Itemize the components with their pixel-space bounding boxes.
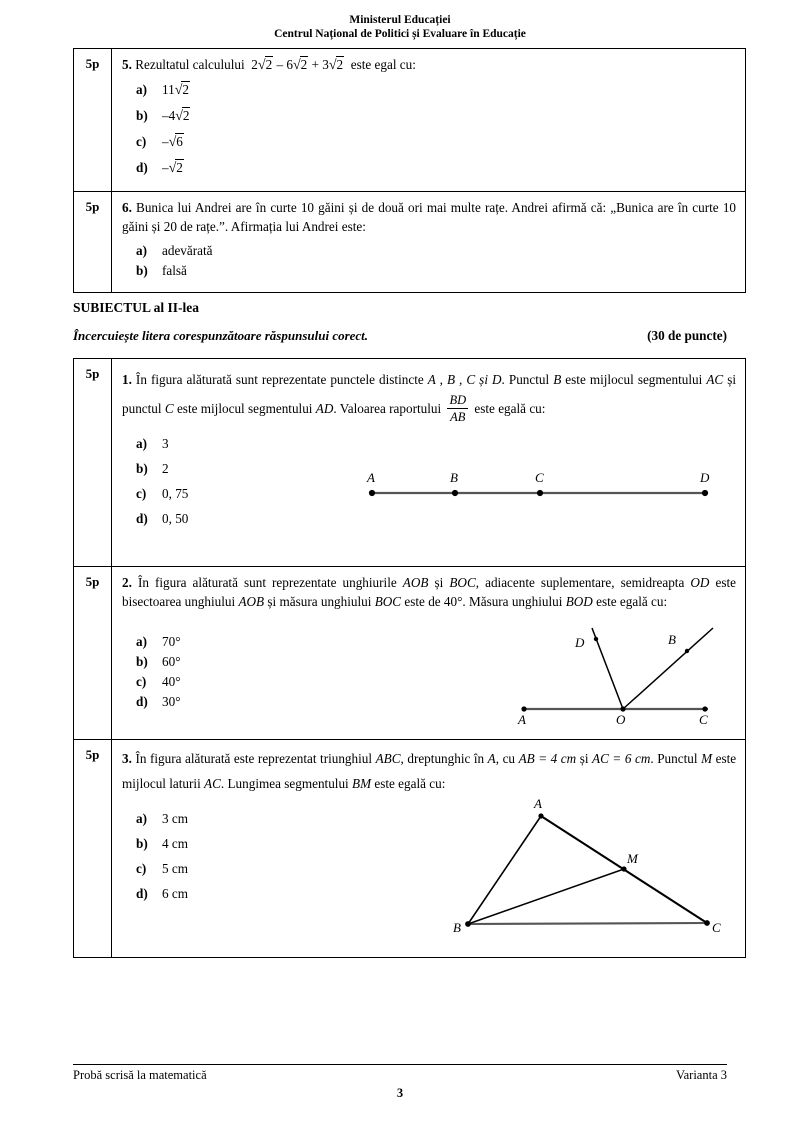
option-value: 0, 50 [162,511,189,527]
label-angle-b: B [668,632,676,647]
q2-text-2: , adiacente suplementare, semidreapta [475,575,685,590]
footer-divider [73,1064,727,1065]
label-angle-a: A [518,712,526,727]
option-value: adevărată [162,243,213,258]
option-value: 11√2 [162,81,189,98]
question-cell-5 [112,49,746,192]
q3-text-7: este egală cu: [374,776,446,791]
label-triangle-c: C [712,920,721,935]
option-item[interactable] [122,159,736,177]
q2-text-6: este egală cu: [596,594,668,609]
section-two-points: (30 de puncte) [647,328,727,343]
option-item[interactable] [122,81,736,99]
option-label: a) [136,634,147,649]
question-6-number: 6. [122,200,132,215]
q1-var-b: B [553,372,562,387]
option-label: c) [136,674,147,689]
option-value: 3 cm [162,811,189,826]
q3-text-2: , dreptunghic în [400,751,485,766]
figure-collinear-points [350,462,725,507]
option-item[interactable] [122,510,736,527]
option-label: b) [136,461,148,477]
q3-text-5: este mijlocul laturii [122,751,737,791]
option-value: 5 cm [162,861,189,876]
option-value: 3 [162,436,169,452]
option-label: a) [136,811,147,826]
document-header [73,14,727,41]
footer-variant: Varianta 3 [675,1068,727,1082]
q1-vars-1: A , B , C și D [427,372,502,387]
table-row [74,192,746,293]
q1-var-ac: AC [706,372,724,387]
question-6-options [122,242,736,279]
question-6-text: Bunica lui Andrei are în curte 10 găini și de două ori mai multe rațe. Andrei afirmă că: „Bunica are în curte 10 găini și 20 de rațe.”. Afirmația lui Andrei este: [122,200,737,234]
q2-text-3: este bisectoarea unghiului [122,575,737,609]
option-item[interactable] [122,107,736,125]
q2-conj: și [434,575,444,590]
label-triangle-a: A [534,796,542,811]
q2-angle-2: BOC [449,575,476,590]
q3-text-1: În figura alăturată este reprezentat triunghiul [135,751,373,766]
fraction-numerator: BD [449,393,467,408]
option-label: c) [136,486,147,502]
label-point-b: B [450,470,458,485]
option-value: 6 cm [162,886,189,901]
page-number: 3 [396,1086,404,1100]
option-label: a) [136,243,147,258]
q3-point-m: M [701,751,713,766]
option-label: c) [136,134,147,149]
q2-text-4: și măsura unghiului [267,594,372,609]
option-value: falsă [162,263,187,278]
question-5-number: 5. [122,57,132,72]
q2-angle-5: BOD [565,594,593,609]
question-ii-1-statement [122,365,736,425]
label-angle-d: D [575,635,585,650]
option-value: 70° [162,634,181,649]
q3-text-4: . Punctul [650,751,698,766]
question-ii-3-statement [122,746,736,796]
q3-ab-length: AB = 4 cm [518,751,577,766]
option-item[interactable] [122,262,736,279]
label-angle-c: C [699,712,708,727]
points-cell: 5p [74,359,112,567]
footer-subject: Probă scrisă la matematică [73,1068,207,1082]
q3-ac-length: AC = 6 cm [592,751,651,766]
option-label: a) [136,82,147,97]
q1-var-ad: AD [315,401,334,416]
option-value: 60° [162,654,181,669]
option-item[interactable] [122,242,736,259]
option-label: b) [136,654,148,669]
option-value: –4√2 [162,107,190,124]
q3-segment-bm: BM [352,776,372,791]
q3-triangle-abc: ABC [375,751,401,766]
option-label: d) [136,694,148,709]
q3-vertex-a: A [487,751,496,766]
q3-text-3: , cu [495,751,516,766]
points-cell: 5p [74,49,112,192]
option-label: b) [136,836,148,851]
q1-text-3: este mijlocul segmentului [565,372,703,387]
question-5-prompt-post: este egal cu: [350,57,416,72]
q3-side-ac: AC [204,776,221,791]
q3-text-6: . Lungimea segmentului [220,776,349,791]
q1-text-1: În figura alăturată sunt reprezentate punctele distincte [135,372,424,387]
center-line: Centrul Național de Politici și Evaluare în Educație [274,27,526,40]
option-label: b) [136,263,148,278]
option-label: c) [136,861,147,876]
option-value: 40° [162,674,181,689]
question-ii-2-number: 2. [122,575,132,590]
option-label: d) [136,511,148,527]
option-value: 2 [162,461,169,477]
option-value: 0, 75 [162,486,189,502]
option-label: b) [136,108,148,123]
option-value: –√2 [162,159,183,176]
points-cell: 5p [74,567,112,740]
question-5-statement [122,55,736,75]
q2-angle-1: AOB [402,575,429,590]
option-value: –√6 [162,133,183,150]
question-5-prompt-pre: Rezultatul calculului [135,57,245,72]
points-cell: 5p [74,192,112,293]
q1-text-5: este mijlocul segmentului [176,401,313,416]
q1-text-6: . Valoarea raportului [333,401,442,416]
label-point-c: C [535,470,544,485]
label-triangle-b: B [453,920,461,935]
question-ii-3-number: 3. [122,751,132,766]
questions-table-section-one [73,48,746,293]
fraction-denominator: AB [450,410,466,425]
label-angle-o: O [616,712,626,727]
q2-angle-3: AOB [238,594,265,609]
q2-angle-4: BOC [374,594,402,609]
q1-text-2: . Punctul [501,372,550,387]
question-ii-2-statement [122,573,736,611]
q3-conj: și [579,751,589,766]
q1-text-4: și punctul [122,372,736,416]
option-value: 30° [162,694,181,709]
label-point-a: A [367,470,375,485]
q2-ray-od: OD [690,575,710,590]
ministry-line: Ministerul Educației [349,14,451,26]
section-two-title: SUBIECTUL al II-lea [73,300,200,315]
question-5-expression: 2√2 – 6√2 + 3√2 [247,56,344,73]
points-cell: 5p [74,740,112,958]
option-value: 4 cm [162,836,189,851]
label-point-d: D [700,470,710,485]
section-two-instruction: Încercuiește litera corespunzătoare răspunsului corect. [73,328,369,343]
option-label: a) [136,436,147,452]
question-6-statement [122,198,736,236]
option-item[interactable] [122,435,736,452]
question-ii-1-number: 1. [122,372,132,387]
option-label: d) [136,160,148,175]
table-row [74,49,746,192]
option-item[interactable] [122,133,736,151]
figure-supplementary-angles [500,622,725,732]
question-cell-6 [112,192,746,293]
q2-text-1: În figura alăturată sunt reprezentate unghiurile [137,575,397,590]
q1-text-7: este egală cu: [474,401,546,416]
figure-right-triangle [435,793,730,943]
ratio-fraction [447,393,468,424]
q1-var-c: C [164,401,174,416]
question-5-options [122,81,736,177]
q2-text-5: este de 40°. Măsura unghiului [404,594,563,609]
option-label: d) [136,886,148,901]
label-triangle-m: M [627,851,638,866]
